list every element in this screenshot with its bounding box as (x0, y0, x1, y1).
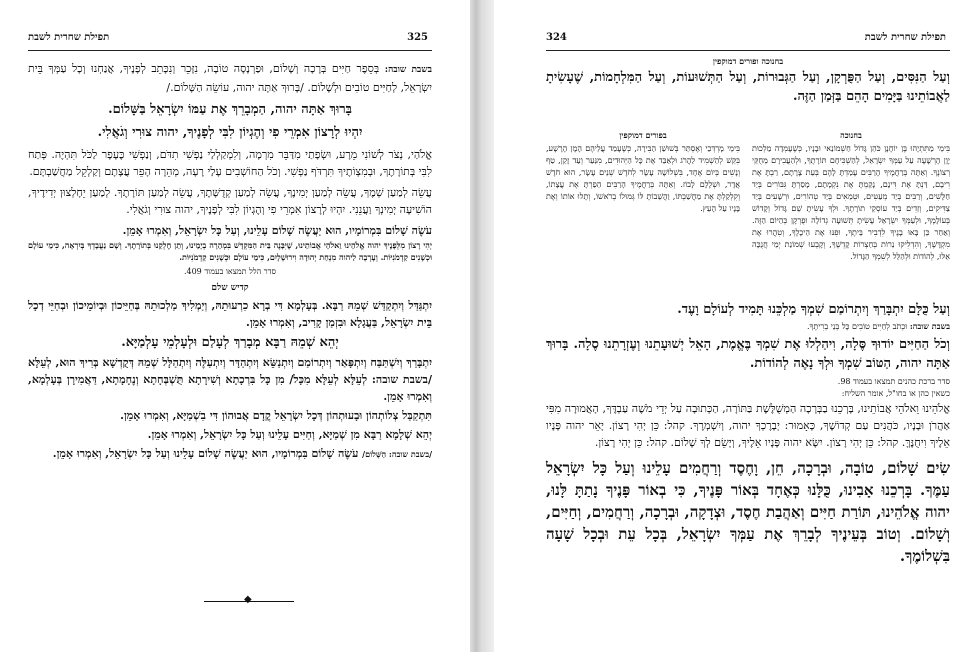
right-page-title: תפילת שחרית לשבת (864, 32, 946, 43)
left-page (0, 0, 470, 652)
left-page-number: 325 (407, 32, 428, 43)
col-chanuka-text: בִּימֵי מַתִּתְיָהוּ בֶּן יוֹחָנָן כֹּהֵן גָּדוֹל חַשְׁמוֹנַאי וּבָנָיו, כְּשֶׁעָמְדָה מַלְכוּת יָוָן הָרְשָׁעָה עַל עַמְּךָ יִשְׂרָאֵל, לְהַשְׁכִּיחָם תּוֹרָתֶךָ, וּלְהַעֲבִירָם מֵחֻקֵּי רְצוֹנֶךָ. וְאַתָּה בְּרַחֲמֶיךָ הָרַבִּים עָמַדְתָּ לָהֶם בְּעֵת צָרָתָם, רַבְתָּ אֶת רִיבָם, דַּנְתָּ אֶת דִּינָם, נָקַמְתָּ אֶת נִקְמָתָם, מָסַרְתָּ גִּבּוֹרִים בְּיַד חַלָּשִׁים, וְרַבִּים בְּיַד מְעַטִּים, וּטְמֵאִים בְּיַד טְהוֹרִים, וּרְשָׁעִים בְּיַד צַדִּיקִים, וְזֵדִים בְּיַד עוֹסְקֵי תוֹרָתֶךָ. וּלְךָ עָשִׂיתָ שֵׁם גָּדוֹל וְקָדוֹשׁ בְּעוֹלָמֶךָ, וּלְעַמְּךָ יִשְׂרָאֵל עָשִׂיתָ תְּשׁוּעָה גְדוֹלָה וּפֻרְקָן כְּהַיּוֹם הַזֶּה. וְאַחַר כֵּן בָּאוּ בָנֶיךָ לִדְבִיר בֵּיתֶךָ, וּפִנּוּ אֶת הֵיכָלֶךָ, וְטִהֲרוּ אֶת מִקְדָּשֶׁךָ, וְהִדְלִיקוּ נֵרוֹת בְּחַצְרוֹת קָדְשֶׁךָ, וְקָבְעוּ שְׁמוֹנַת יְמֵי חֲנֻכָּה אֵלּוּ, לְהוֹדוֹת וּלְהַלֵּל לְשִׁמְךָ הַגָּדוֹל. (752, 144, 950, 261)
left-page-header (28, 32, 428, 48)
kaddish-line6: /בשבת שובה: הַשָּׁלוֹם/ עֹשֶׂה שָׁלוֹם בִּמְרוֹמָיו, הוּא יַעֲשֶׂה שָׁלוֹם עָלֵינוּ וְעַל כָּל יִשְׂרָאֵל, וְאִמְרוּ אָמֵן. (52, 447, 432, 460)
col-chanuka-title: בחנוכה (840, 130, 862, 140)
left-p6: עֹשֶׂה שָׁלוֹם בִּמְרוֹמָיו, הוּא יַעֲשֶׂה שָׁלוֹם עָלֵינוּ, וְעַל כָּל יִשְׂרָאֵל, וְאִמְרוּ אָמֵן. (122, 224, 432, 237)
kaddish-title: קדיש שלם (211, 283, 249, 293)
right-p2: וְעַל כֻּלָּם יִתְבָּרַךְ וְיִתְרוֹמַם שִׁמְךָ מַלְכֵּנוּ תָּמִיד לְעוֹלָם וָעֶד. (677, 302, 950, 317)
right-header-rule (546, 50, 950, 51)
col-purim-title: בפורים דמוקפין (619, 130, 667, 140)
right-note2: כשאין כהן או בחו"ל, אומר השליח: (841, 389, 950, 398)
right-col-chanuka (752, 130, 950, 263)
right-page-number: 324 (546, 32, 567, 43)
col-purim-text: בִּימֵי מָרְדְּכַי וְאֶסְתֵּר בְּשׁוּשַׁן הַבִּירָה, כְּשֶׁעָמַד עֲלֵיהֶם הָמָן הָרָשָׁע, בִּקֵּשׁ לְהַשְׁמִיד לַהֲרֹג וּלְאַבֵּד אֶת כָּל הַיְּהוּדִים, מִנַּעַר וְעַד זָקֵן, טַף וְנָשִׁים בְּיוֹם אֶחָד, בִּשְׁלוֹשָׁה עָשָׂר לְחֹדֶשׁ שְׁנֵים עָשָׂר, הוּא חֹדֶשׁ אֲדָר, וּשְׁלָלָם לָבוֹז. וְאַתָּה בְּרַחֲמֶיךָ הָרַבִּים הֵפַרְתָּ אֶת עֲצָתוֹ, וְקִלְקַלְתָּ אֶת מַחֲשַׁבְתּוֹ, וַהֲשֵׁבוֹתָ לּוֹ גְּמוּלוֹ בְרֹאשׁוֹ, וְתָלוּ אוֹתוֹ וְאֶת בָּנָיו עַל הָעֵץ. (546, 144, 740, 213)
right-p5: אֱלֹהֵינוּ וֵאלֹהֵי אֲבוֹתֵינוּ, בָּרְכֵנוּ בַבְּרָכָה הַמְשֻׁלֶּשֶׁת בַּתּוֹרָה, הַכְּתוּבָה עַל יְדֵי מֹשֶׁה עַבְדֶּךָ, הָאֲמוּרָה מִפִּי אַהֲרֹן וּבָנָיו, כֹּהֲנִים עַם קְדוֹשֶׁךָ, כָּאָמוּר: יְבָרֶכְךָ יהוה, וְיִשְׁמְרֶךָ. קהל: כֵּן יְהִי רָצוֹן. יָאֵר יהוה פָּנָיו אֵלֶיךָ וִיחֻנֶּךָּ. קהל: כֵּן יְהִי רָצוֹן. יִשָּׂא יהוה פָּנָיו אֵלֶיךָ, וְיָשֵׂם לְךָ שָׁלוֹם. קהל: כֵּן יְהִי רָצוֹן. (546, 402, 950, 449)
right-note1: סדר ברכת כהנים תמצאו בעמוד 98. (837, 377, 950, 386)
right-page (494, 0, 964, 652)
right-p6: שִׂים שָׁלוֹם, טוֹבָה, וּבְרָכָה, חֵן, וָחֶסֶד וְרַחֲמִים עָלֵינוּ וְעַל כָּל יִשְׂרָאֵל עַמֶּךָ. בָּרְכֵנוּ אָבִינוּ, כֻּלָּנוּ כְּאֶחָד בְּאוֹר פָּנֶיךָ, כִּי בְאוֹר פָּנֶיךָ נָתַתָּ לָּנוּ, יהוה אֱלֹהֵינוּ, תּוֹרַת חַיִּים וְאַהֲבַת חֶסֶד, וּצְדָקָה, וּבְרָכָה, וְרַחֲמִים, וְחַיִּים, וְשָׁלוֹם. וְטוֹב בְּעֵינֶיךָ לְבָרֵךְ אֶת עַמְּךָ יִשְׂרָאֵל, בְּכָל עֵת וּבְכָל שָׁעָה בִּשְׁלוֹמֶךָ. (546, 459, 950, 565)
kaddish-line3: יִתְבָּרַךְ וְיִשְׁתַּבַּח וְיִתְפָּאַר וְיִתְרוֹמַם וְיִתְנַשֵּׂא וְיִתְהַדָּר וְיִתְעַלֶּה וְיִתְהַלָּל שְׁמֵהּ דְּקֻדְשָׁא בְּרִיךְ הוּא, לְעֵלָּא /בשבת שובה: לְעֵלָּא לְעֵלָּא מִכָּל/ מִן כָּל בִּרְכָתָא וְשִׁירָתָא תֻּשְׁבְּחָתָא וְנֶחָמָתָא, דַּאֲמִירָן בְּעָלְמָא, וְאִמְרוּ אָמֵן. (28, 356, 432, 403)
right-bottom-body (546, 300, 950, 567)
left-p4: אֱלֹהַי, נְצֹר לְשׁוֹנִי מֵרָע, וּשְׂפָתַי מִדַּבֵּר מִרְמָה, וְלִמְקַלְלַי נַפְשִׁי תִדֹּם, וְנַפְשִׁי כֶּעָפָר לַכֹּל תִּהְיֶה. פְּתַח לִבִּי בְּתוֹרָתֶךָ, וּבְמִצְוֹתֶיךָ תִּרְדֹּף נַפְשִׁי. וְכֹל הַחוֹשְׁבִים עָלַי רָעָה, מְהֵרָה הָפֵר עֲצָתָם וְקַלְקֵל מַחֲשַׁבְתָּם. (28, 148, 432, 178)
right-col-purim (546, 130, 740, 215)
left-body (28, 60, 432, 463)
kaddish-line5: יְהֵא שְׁלָמָא רַבָּא מִן שְׁמַיָּא, וְחַיִּים עָלֵינוּ וְעַל כָּל יִשְׂרָאֵל, וְאִמְרוּ אָמֵן. (147, 428, 432, 441)
left-p7: יְהִי רָצוֹן מִלְּפָנֶיךָ יהוה אֱלֹהֵינוּ וֵאלֹהֵי אֲבוֹתֵינוּ, שֶׁיִּבָּנֶה בֵּית הַמִּקְדָּשׁ בִּמְהֵרָה בְיָמֵינוּ, וְתֵן חֶלְקֵנוּ בְּתוֹרָתֶךָ. וְשָׁם נַעֲבָדְךָ בְּיִרְאָה, כִּימֵי עוֹלָם וּכְשָׁנִים קַדְמֹנִיּוֹת. וְעָרְבָה לַיהוה מִנְחַת יְהוּדָה וִירוּשָׁלָיִם, כִּימֵי עוֹלָם וּכְשָׁנִים קַדְמֹנִיּוֹת. (28, 240, 432, 262)
left-note1: סדר הלל תמצאו בעמוד 409. (183, 267, 277, 276)
right-page-header (546, 32, 946, 48)
kaddish-line1: יִתְגַּדַּל וְיִתְקַדַּשׁ שְׁמֵהּ רַבָּא. בְּעָלְמָא דִּי בְרָא כִרְעוּתֵהּ, וְיַמְלִיךְ מַלְכוּתֵהּ בְּחַיֵּיכוֹן וּבְיוֹמֵיכוֹן וּבְחַיֵּי דְכָל בֵּית יִשְׂרָאֵל, בַּעֲגָלָא וּבִזְמַן קָרִיב, וְאִמְרוּ אָמֵן. (28, 299, 432, 329)
left-page-title: תפילת שחרית לשבת (28, 32, 110, 43)
right-p1: וְעַל הַנִּסִּים, וְעַל הַפֻּרְקָן, וְעַל הַגְּבוּרוֹת, וְעַל הַתְּשׁוּעוֹת, וְעַל הַמִּלְחָמוֹת, שֶׁעָשִׂיתָ לַאֲבוֹתֵינוּ בַּיָּמִים הָהֵם בַּזְּמַן הַזֶּה. (546, 70, 950, 104)
right-top-body (546, 56, 950, 106)
right-p4: וְכֹל הַחַיִּים יוֹדוּךָ סֶּלָה, וִיהַלְלוּ אֶת שִׁמְךָ בֶּאֱמֶת, הָאֵל יְשׁוּעָתֵנוּ וְעֶזְרָתֵנוּ סֶלָה. בָּרוּךְ אַתָּה יהוה, הַטּוֹב שִׁמְךָ וּלְךָ נָאֶה לְהוֹדוֹת. (546, 337, 950, 371)
left-p3: יִהְיוּ לְרָצוֹן אִמְרֵי פִי וְהֶגְיוֹן לִבִּי לְפָנֶיךָ, יהוה צוּרִי וְגֹאֲלִי. (97, 125, 363, 140)
left-p5: עֲשֵׂה לְמַעַן שְׁמֶךָ, עֲשֵׂה לְמַעַן יְמִינֶךָ, עֲשֵׂה לְמַעַן קְדֻשָּׁתֶךָ, עֲשֵׂה לְמַעַן תּוֹרָתֶךָ. לְמַעַן יֵחָלְצוּן יְדִידֶיךָ, הוֹשִׁיעָה יְמִינְךָ וַעֲנֵנִי. יִהְיוּ לְרָצוֹן אִמְרֵי פִי וְהֶגְיוֹן לִבִּי לְפָנֶיךָ, יהוה צוּרִי וְגֹאֲלִי. (28, 186, 432, 216)
left-p2: בָּרוּךְ אַתָּה יהוה, הַמְבָרֵךְ אֶת עַמּוֹ יִשְׂרָאֵל בַּשָּׁלוֹם. (108, 102, 352, 117)
right-p3: בשבת שובה: וּכְתֹב לְחַיִּים טוֹבִים כָּל בְּנֵי בְרִיתֶךָ. (806, 321, 950, 331)
left-end-ornament-diamond-icon: ◆ (244, 594, 252, 605)
kaddish-line4: תִּתְקַבַּל צְלוֹתְהוֹן וּבָעוּתְהוֹן דְּכָל יִשְׂרָאֵל קֳדָם אֲבוּהוֹן דִּי בִשְׁמַיָּא, וְאִמְרוּ אָמֵן. (120, 409, 432, 422)
left-p1: בשבת שובה: בְּסֵפֶר חַיִּים בְּרָכָה וְשָׁלוֹם, וּפַרְנָסָה טוֹבָה, נִזָּכֵר וְנִכָּתֵב לְפָנֶיךָ, אֲנַחְנוּ וְכָל עַמְּךָ בֵּית יִשְׂרָאֵל, לְחַיִּים טוֹבִים וּלְשָׁלוֹם. /בָּרוּךְ אַתָּה יהוה, עוֹשֵׂה הַשָּׁלוֹם./ (28, 62, 432, 94)
right-header-label: בחנוכה ופורים דמוקפין (712, 56, 784, 66)
left-header-rule (28, 50, 432, 51)
kaddish-line2: יְהֵא שְׁמֵהּ רַבָּא מְבָרַךְ לְעָלַם וּלְעָלְמֵי עָלְמַיָּא. (121, 335, 339, 350)
